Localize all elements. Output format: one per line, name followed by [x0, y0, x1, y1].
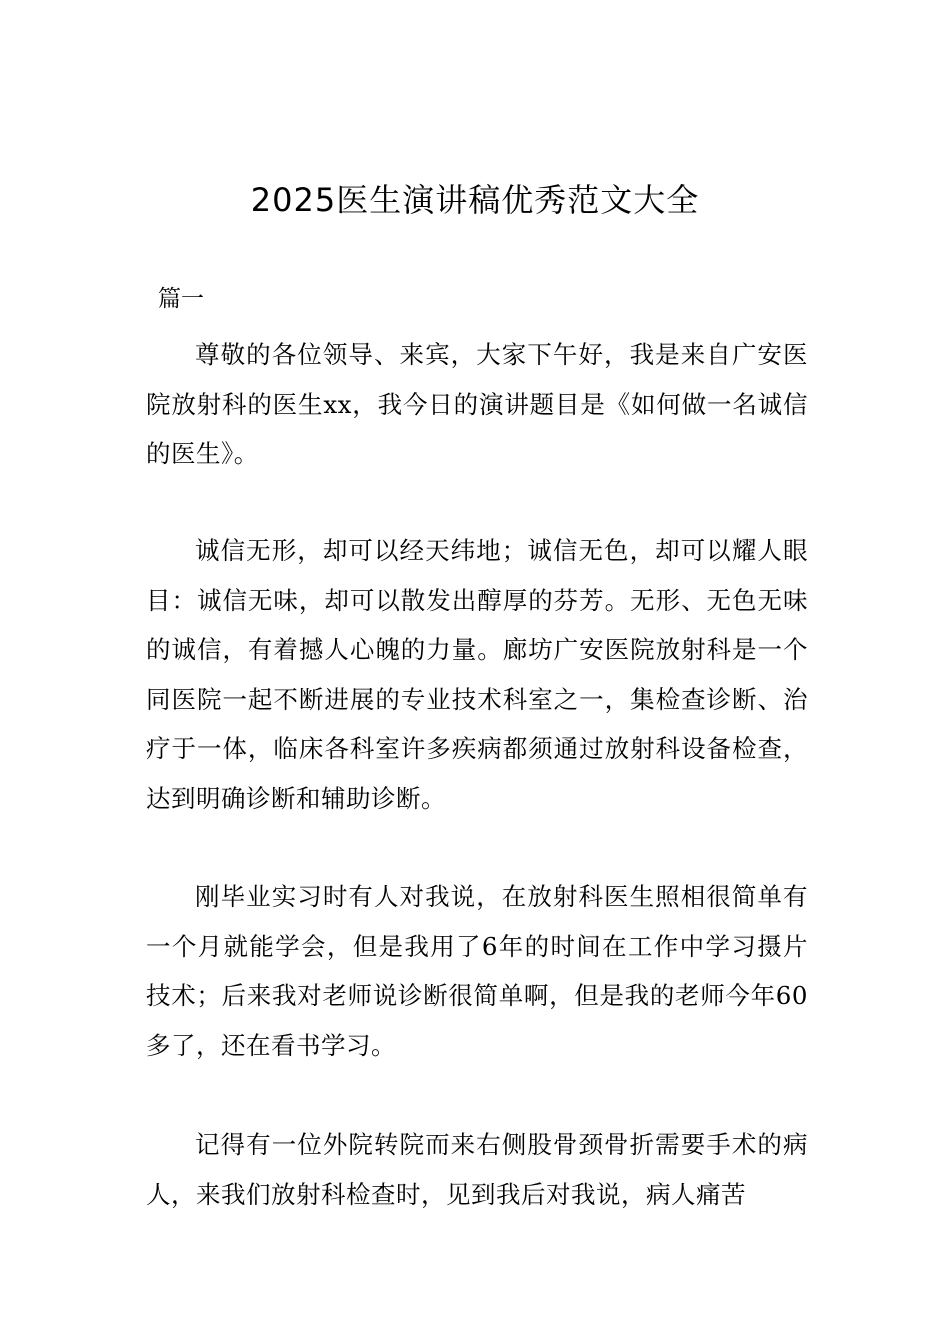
document-title: 2025医生演讲稿优秀范文大全 [250, 181, 700, 219]
section-label: 篇一 [158, 286, 204, 312]
paragraph-1: 尊敬的各位领导、来宾，大家下午好，我是来自广安医院放射科的医生xx，我今日的演讲题目是《如何做一名诚信的医生》。 [146, 340, 808, 468]
paragraph-3: 刚毕业实习时有人对我说，在放射科医生照相很简单有一个月就能学会，但是我用了6年的时间在工作中学习摄片技术；后来我对老师说诊断很简单啊，但是我的老师今年60多了，还在看书学习。 [146, 882, 808, 1060]
paragraph-4: 记得有一位外院转院而来右侧股骨颈骨折需要手术的病人，来我们放射科检查时，见到我后对我说，病人痛苦 [146, 1130, 808, 1209]
paragraph-2: 诚信无形，却可以经天纬地；诚信无色，却可以耀人眼目：诚信无味，却可以散发出醇厚的芬芳。无形、无色无味的诚信，有着撼人心魄的力量。廊坊广安医院放射科是一个同医院一起不断进展的专业技术科室之一，集检查诊断、治疗于一体，临床各科室许多疾病都须通过放射科设备检查，达到明确诊断和辅助诊断。 [146, 536, 808, 813]
